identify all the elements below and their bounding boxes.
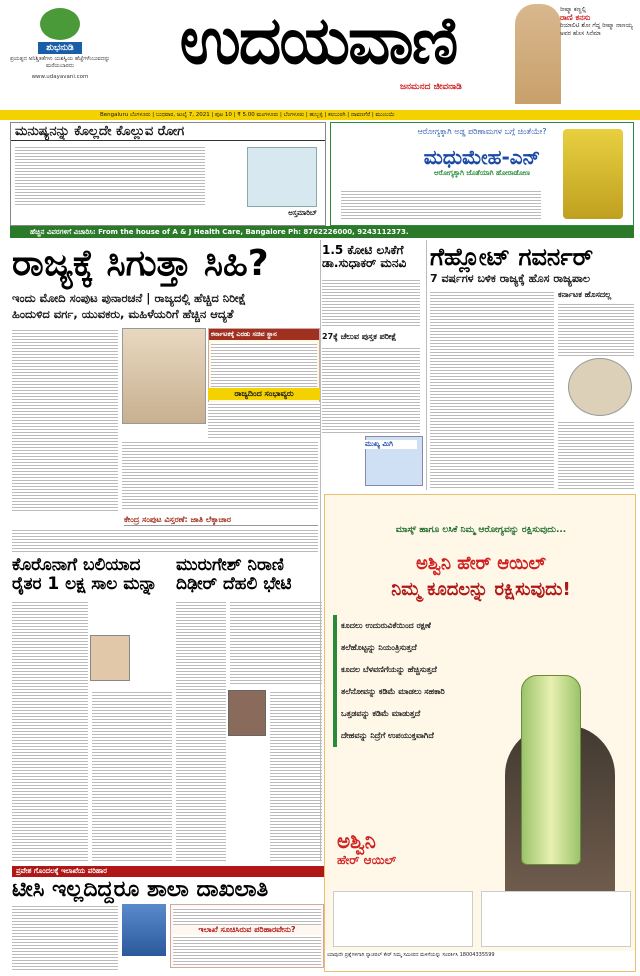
main-body-col1 bbox=[12, 328, 118, 512]
corona-body-2 bbox=[92, 690, 172, 862]
kendra-body bbox=[12, 528, 318, 552]
ad2-sub: ಆರೋಗ್ಯಕ್ಕಾಗಿ ಜೊತೆಯಾಗಿ ಹೋರಾಡೋಣ bbox=[433, 169, 531, 177]
kbox-title: ಕರ್ನಾಟಕಕ್ಕೆ ಎರಡು ಸಚಿವ ಸ್ಥಾನ bbox=[209, 329, 319, 340]
tree-logo-icon bbox=[40, 8, 80, 40]
oil-headline-2: ನಿಮ್ಮ ಕೂದಲನ್ನು ರಕ್ಷಿಸುವುದು! bbox=[391, 579, 571, 600]
pravesh-banner: ಪ್ರವೇಶ ಗೊಂದಲಕ್ಕೆ ಇಲಾಖೆಯ ಪರಿಹಾರ bbox=[12, 866, 324, 877]
school-question: ಇಲಾಖೆ ಸೂಚಿಸಿರುವ ಪರಿಹಾರವೇನು? bbox=[198, 925, 296, 934]
main-subheadline bbox=[12, 290, 318, 322]
promo-body: ರಿಯಾಲಿಟಿ ಶೋ ಗೆದ್ದ ರೀಷ್ಮಾ ನಾಣಯ್ಯ ಅವರ ಹೊಸ ಸಿನೆಮಾ bbox=[560, 22, 633, 37]
gehlot-body bbox=[430, 290, 554, 490]
ashwini-hair-oil-ad[interactable] bbox=[324, 494, 636, 972]
ad-asthma[interactable] bbox=[10, 122, 326, 226]
oil-benefit: ಕೂದಲು ಉದುರುವಿಕೆಯಿಂದ ರಕ್ಷಣೆ bbox=[333, 615, 493, 637]
vaccine-body bbox=[322, 278, 420, 328]
mukhya-label: ಮುಖ್ಯ ಮಿಗಿ bbox=[365, 440, 417, 449]
murugesh-body-2 bbox=[270, 690, 322, 862]
main-body-col2 bbox=[122, 440, 318, 510]
oil-brand-sub: ಹೇರ್ ಆಯಿಲ್ bbox=[337, 853, 397, 867]
ad-madhumeha[interactable] bbox=[330, 122, 634, 226]
newspaper-logo: ಉದಯವಾಣಿ bbox=[179, 1, 457, 79]
oil-footer: ಯಾವುದೇ ಪ್ರಶ್ನೆಗಳಿಗಾಗಿ ನ್ಯಾಚರಲ್ ಕೇರ್ ನಿಮ್ಮ ಸಮೀಪದ ಮಳಿಗೆಯನ್ನು ಸಂಪರ್ಕಿಸಿ 18004335599 bbox=[325, 951, 636, 971]
col2-body bbox=[322, 346, 420, 434]
dateline-bar: Bengaluru ಬೆಂಗಳೂರು | ಬುಧವಾರ, ಜುಲೈ 7, 2021 | ಪುಟ 10 | ₹ 5.00 ಮಂಗಳೂರು | ಬೆಂಗಳೂರು | ಹುಬ್ಬಳ್ಳಿ | ಕಲಬುರಗಿ | ದಾವಣಗೆರೆ | ಮುಂಬಯಿ bbox=[0, 110, 640, 120]
ad1-body bbox=[15, 145, 205, 205]
murugesh-body bbox=[176, 600, 226, 862]
gehlot-box-title: ಕರ್ನಾಟಕ ಹೊಸದಲ್ಲ bbox=[558, 290, 612, 299]
gehlot-subheadline: 7 ವರ್ಷಗಳ ಬಳಿಕ ರಾಜ್ಯಕ್ಕೆ ಹೊಸ ರಾಜ್ಯಪಾಲ bbox=[430, 272, 590, 285]
school-headline[interactable]: ಟೀಸಿ ಇಲ್ಲದಿದ್ದರೂ ಶಾಲಾ ದಾಖಲಾತಿ bbox=[12, 877, 269, 902]
gehlot-photo bbox=[568, 358, 632, 416]
oil-benefit: ತಲೆಹೊಟ್ಟನ್ನು ನಿಯಂತ್ರಿಸುತ್ತದೆ bbox=[333, 637, 493, 659]
oil-bottle bbox=[521, 675, 581, 865]
oil-benefits-list bbox=[333, 615, 493, 747]
oil-benefit: ಕೂದಲ ಬೆಳವಣಿಗೆಯನ್ನು ಹೆಚ್ಚಿಸುತ್ತದೆ bbox=[333, 659, 493, 681]
oil-benefit: ತಲೆನೋವನ್ನು ಕಡಿಮೆ ಮಾಡಲು ಸಹಕಾರಿ bbox=[333, 681, 493, 703]
promo-name: ರಾಣಿ ಕನಸು bbox=[560, 13, 591, 22]
gehlot-body-2 bbox=[558, 420, 634, 490]
ad1-title: ಮನುಷ್ಯನನ್ನು ಕೊಲ್ಲದೇ ಕೊಲ್ಲುವ ರೋಗ bbox=[11, 123, 325, 141]
murugesh-headline[interactable]: ಮುರುಗೇಶ್ ನಿರಾಣಿ ದಿಢೀರ್ ದೆಹಲಿ ಭೇಟಿ bbox=[176, 555, 292, 594]
oil-tag: ಮಾಸ್ಕ್ ಹಾಗೂ ಲಸಿಕೆ ನಿಮ್ಮ ಆರೋಗ್ಯವನ್ನು ರಕ್ಷಿಸುವುದು... bbox=[395, 525, 567, 535]
ad1-product: ಅಸ್ತಮಾರಿಬ್ bbox=[288, 209, 317, 217]
murugesh-box bbox=[230, 600, 322, 686]
school-box bbox=[170, 904, 324, 968]
newspaper-tagline: ಜನಮನದ ಜೀವನಾಡಿ bbox=[400, 82, 462, 92]
gehlot-headline[interactable]: ಗೆಹ್ಲೋಟ್ ಗವರ್ನರ್ bbox=[430, 243, 594, 271]
gehlot-box-body bbox=[558, 302, 634, 356]
corona-body bbox=[12, 600, 88, 862]
main-sub1: ಇಂದು ಮೋದಿ ಸಂಪುಟ ಪುನಾರಚನೆ | ರಾಜ್ಯದಲ್ಲಿ ಹೆಚ್ಚಿದ ನಿರೀಕ್ಷೆ bbox=[12, 291, 246, 305]
oil-benefit: ದೇಹವನ್ನು ನಿದ್ರೆಗೆ ಉಪಯುಕ್ತವಾಗಿದೆ bbox=[333, 725, 493, 747]
yediyurappa-photo bbox=[90, 635, 130, 681]
ad-contact-bar: ಹೆಚ್ಚಿನ ವಿವರಗಳಿಗೆ ವಿಚಾರಿಸಿ: From the house of A & J Health Care, Bangalore Ph: 8762226000, 9243112373. bbox=[10, 226, 634, 238]
promo-head: ರೀಷ್ಮಾ ಕಣ್ಣಲ್ಲಿ bbox=[560, 6, 587, 13]
shubhanudi-text: ಪ್ರಯತ್ನದ ಅನಿಶ್ಚಿತತೆಗಳು ಯಶಸ್ವಿಯ ಹೆಜ್ಜೆಗಳೆಂಬುವದನ್ನು ಮರೆಯಬಾರದು bbox=[10, 56, 110, 69]
main-headline[interactable]: ರಾಜ್ಯಕ್ಕೆ ಸಿಗುತ್ತಾ ಸಿಹಿ? bbox=[12, 243, 269, 284]
promo-photo bbox=[515, 4, 561, 104]
testimonial-1 bbox=[333, 891, 473, 947]
website-link[interactable]: www.udayavani.com bbox=[31, 74, 89, 80]
main-sub2: ಹಿಂದುಳಿದ ವರ್ಗ, ಯುವಕರು, ಮಹಿಳೆಯರಿಗೆ ಹೆಚ್ಚಿನ ಆದ್ಯತೆ bbox=[12, 307, 234, 321]
oil-benefit: ಒತ್ತಡವನ್ನು ಕಡಿಮೆ ಮಾಡುತ್ತದೆ bbox=[333, 703, 493, 725]
oil-headline-1: ಅಶ್ವಿನಿ ಹೇರ್ ಆಯಿಲ್ bbox=[416, 553, 546, 574]
shubhanudi-label: ಶುಭನುಡಿ bbox=[38, 42, 82, 54]
rajya-label: ರಾಜ್ಯದಿಂದ ಸಂಭಾವ್ಯರು bbox=[208, 388, 320, 400]
kendra-banner: ಕೇಂದ್ರ ಸಂಪುಟ ವಿಸ್ತರಣೆ: ಜಾತಿ ಲೆಕ್ಕಾಚಾರ bbox=[124, 515, 318, 526]
oil-brand: ಅಶ್ವಿನಿ bbox=[337, 829, 376, 853]
murugesh-photo bbox=[228, 690, 266, 736]
col2-sub[interactable]: 27ಕ್ಕೆ ಚೆಲುವ ಪುಸ್ತಕ ಪರೀಕ್ಷೆ bbox=[322, 332, 397, 341]
school-body bbox=[12, 904, 118, 970]
corona-headline[interactable]: ಕೊರೊನಾಗೆ ಬಲಿಯಾದ ರೈತರ 1 ಲಕ್ಷ ಸಾಲ ಮನ್ನಾ bbox=[12, 555, 158, 594]
masthead-left-panel bbox=[10, 8, 110, 112]
ad2-title: ಮಧುಮೇಹ-ಎನ್ bbox=[423, 145, 541, 169]
ad2-top: ಆರೋಗ್ಯಕ್ಕಾಗಿ ಅಡ್ಡ ಪರಿಣಾಮಗಳ ಬಗ್ಗೆ ಚಿಂತೆಯೇ? bbox=[417, 127, 547, 136]
promo-text bbox=[560, 6, 638, 38]
testimonial-2 bbox=[481, 891, 631, 947]
kids-photo bbox=[122, 904, 166, 956]
vaccine-headline[interactable]: 1.5 ಕೋಟಿ ಲಸಿಕೆಗೆ ಡಾ.ಸುಧಾಕರ್ ಮನವಿ bbox=[322, 243, 407, 271]
rajya-list bbox=[208, 402, 320, 438]
modi-photo bbox=[122, 328, 206, 424]
